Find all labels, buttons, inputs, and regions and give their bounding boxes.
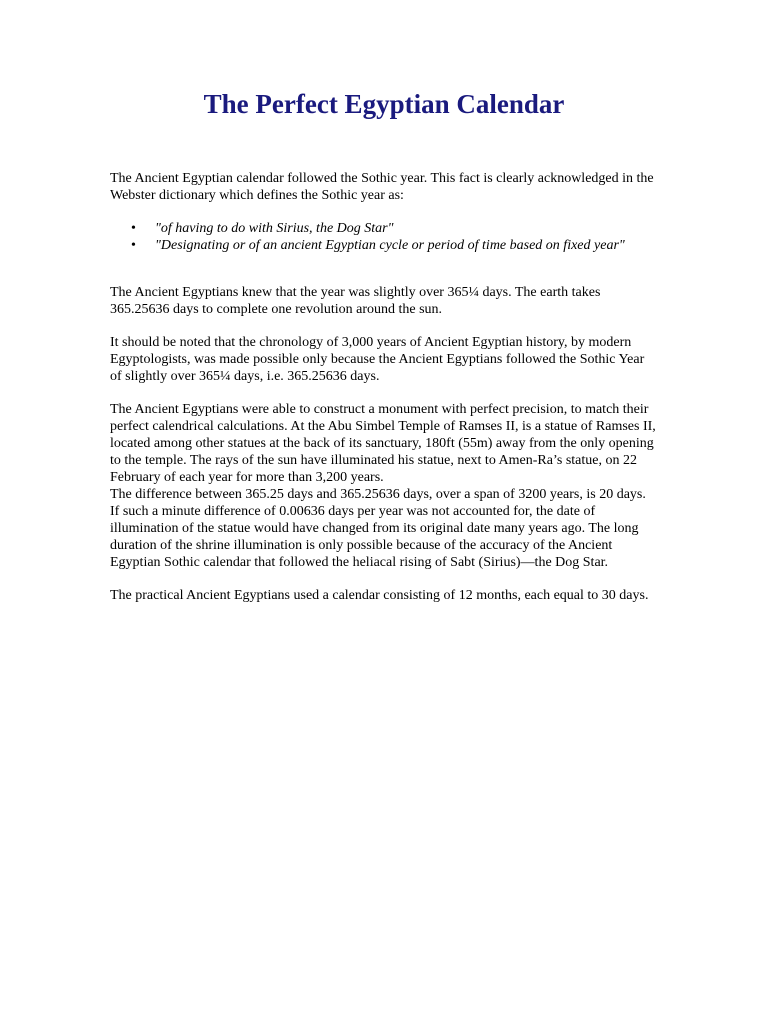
- paragraph-practical-calendar: The practical Ancient Egyptians used a calendar consisting of 12 months, each equal to 30 days.: [110, 588, 649, 603]
- bullet-icon: •: [131, 238, 136, 253]
- definition-item: [110, 220, 658, 237]
- paragraph-difference: The difference between 365.25 days and 365.25636 days, over a span of 3200 years, is 20 days. If such a minute difference of 0.00636 days per year was not accounted for, the date of illumination of the statue would have changed from its original date many years ago. The long duration of the shrine illumination is only possible because of the accuracy of the Ancient Egyptian Sothic calendar that followed the heliacal rising of Sabt (Sirius)—the Dog Star.: [110, 487, 646, 570]
- page-title: The Perfect Egyptian Calendar: [203, 89, 565, 119]
- definition-text: "of having to do with Sirius, the Dog Star": [155, 221, 394, 236]
- paragraph-abu-simbel: The Ancient Egyptians were able to construct a monument with perfect precision, to match their perfect calendrical calculations. At the Abu Simbel Temple of Ramses II, is a statue of Ramses II, located among other statues at the back of its sanctuary, 180ft (55m) away from the only opening to the temple. The rays of the sun have illuminated his statue, next to Amen-Ra’s statue, on 22 February of each year for more than 3,200 years.: [110, 402, 656, 485]
- paragraph-chronology: It should be noted that the chronology of 3,000 years of Ancient Egyptian history, by modern Egyptologists, was made possible only because the Ancient Egyptians followed the Sothic Year of slightly over 365¼ days, i.e. 365.25636 days.: [110, 335, 645, 384]
- definition-item: [110, 237, 658, 254]
- document-body: [110, 170, 658, 604]
- bullet-icon: •: [131, 221, 136, 236]
- intro-paragraph: The Ancient Egyptian calendar followed the Sothic year. This fact is clearly acknowledged in the Webster dictionary which defines the Sothic year as:: [110, 171, 654, 203]
- definition-list: [110, 220, 658, 254]
- definition-text: "Designating or of an ancient Egyptian cycle or period of time based on fixed year": [155, 238, 625, 253]
- paragraph-year-length: The Ancient Egyptians knew that the year was slightly over 365¼ days. The earth takes 365.25636 days to complete one revolution around the sun.: [110, 285, 601, 317]
